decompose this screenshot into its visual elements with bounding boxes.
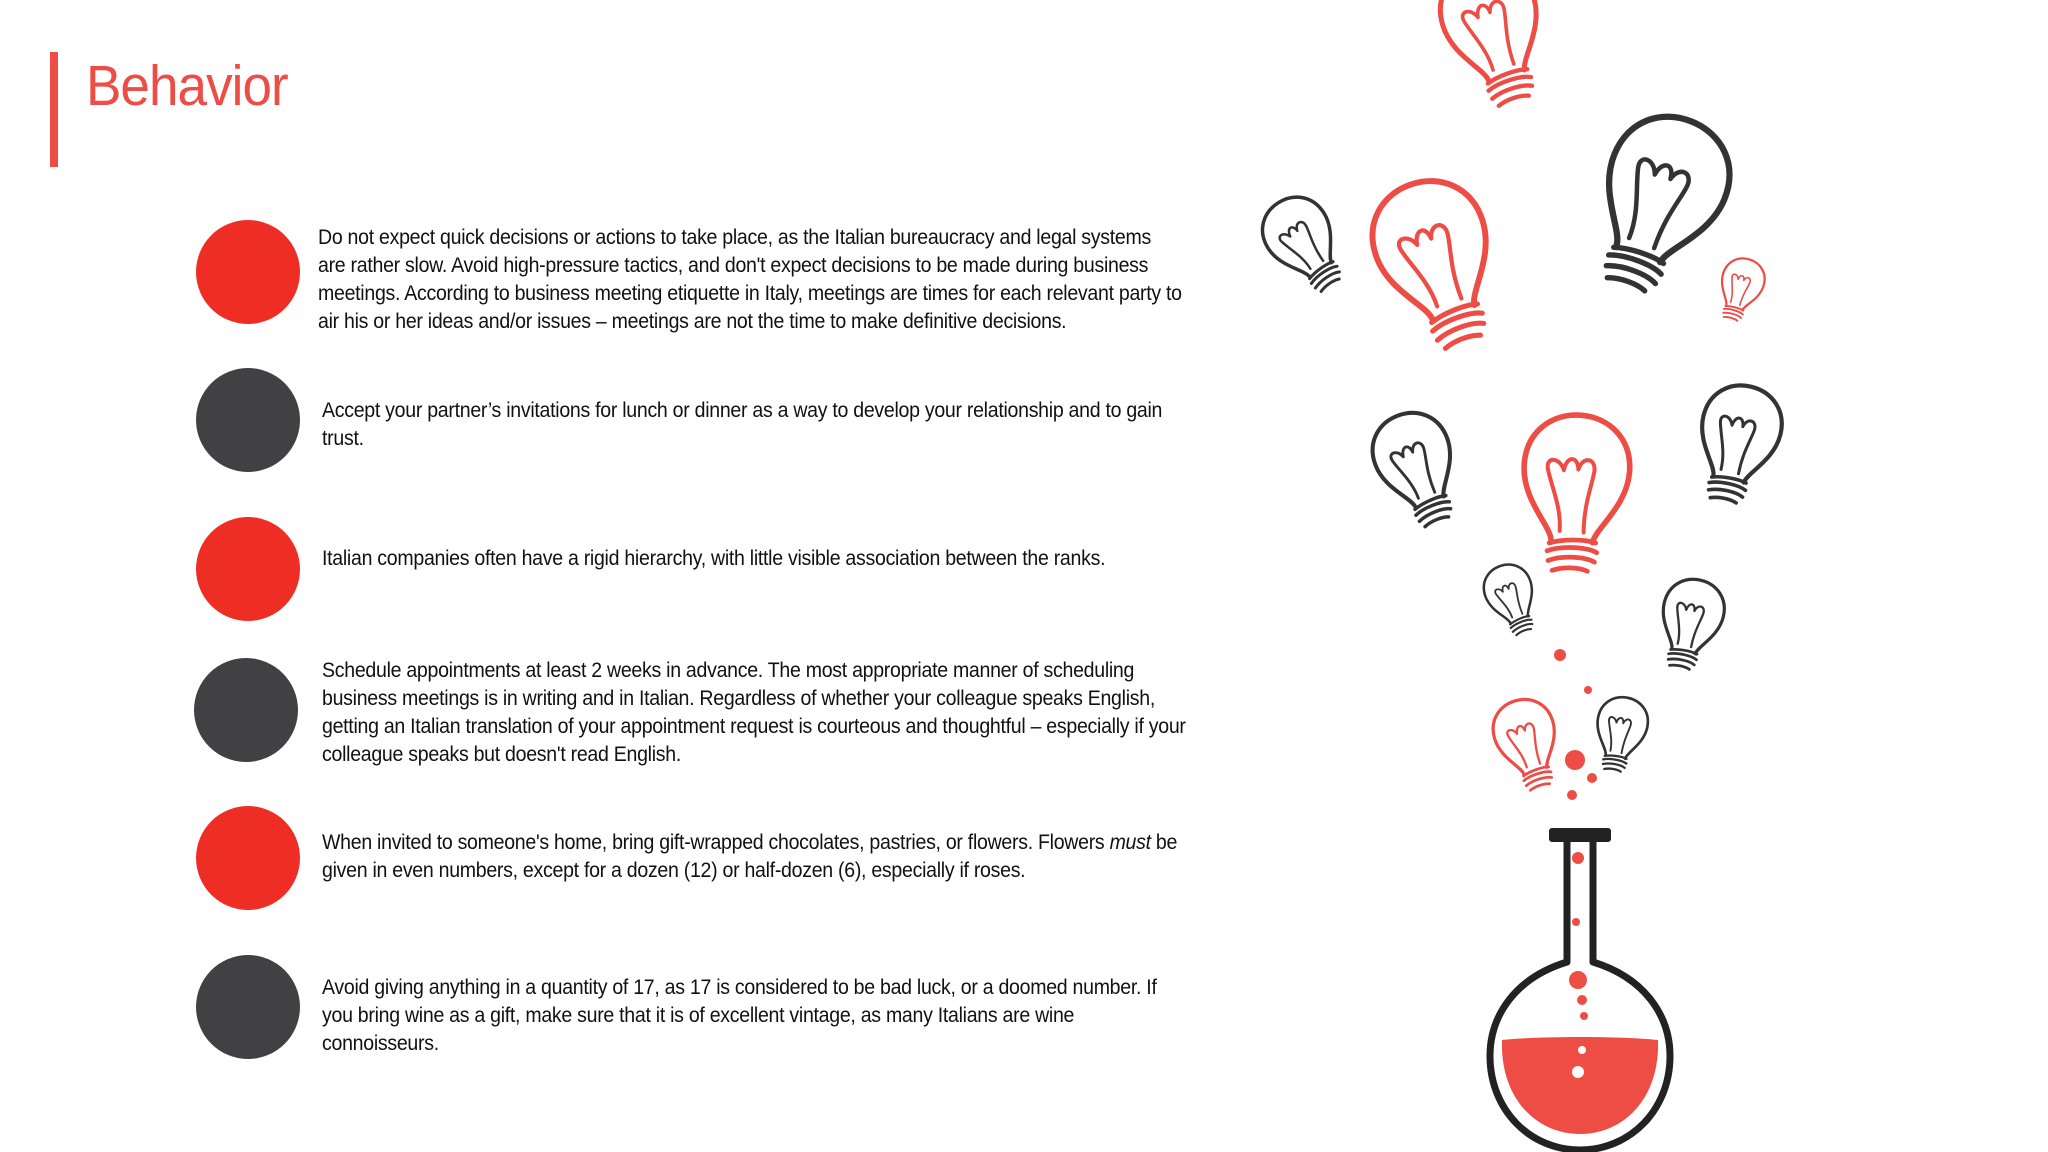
bullet-circle-4 (194, 658, 298, 762)
title-accent-bar (50, 52, 58, 167)
item-text-2: Accept your partner’s invitations for lunch or dinner as a way to develop your relationship and to gain trust. (322, 399, 1163, 450)
bullet-circle-6 (196, 955, 300, 1059)
item-text-3: Italian companies often have a rigid hierarchy, with little visible association between the ranks. (322, 547, 1106, 570)
bullet-circle-5 (196, 806, 300, 910)
bullet-circle-1 (196, 220, 300, 324)
item-text-1: Do not expect quick decisions or actions to take place, as the Italian bureaucracy and legal systems are rather slow. Avoid high-pressure tactics, and don't expect decisions to be made during business meetings. According to business meeting etiquette in Italy, meetings are times for each relevant party to air his or her ideas and/or issues – meetings are not the time to make definitive decisions. (318, 226, 1182, 333)
item-text-5: When invited to someone's home, bring gift-wrapped chocolates, pastries, or flowers. Flowers must be given in even numbers, except for a dozen (12) or half-dozen (6), especially if roses. (322, 831, 1178, 882)
slide-title: Behavior (86, 54, 288, 118)
item-text-4: Schedule appointments at least 2 weeks in advance. The most appropriate manner of scheduling business meetings is in writing and in Italian. Regardless of whether your colleague speaks English, getting an Italian translation of your appointment request is courteous and thoughtful – especially if your colleague speaks but doesn't read English. (322, 659, 1186, 766)
item-text-6: Avoid giving anything in a quantity of 17, as 17 is considered to be bad luck, or a doomed number. If you bring wine as a gift, make sure that it is of excellent vintage, as many Italians are wine connoisseurs. (322, 976, 1157, 1055)
bullet-circle-3 (196, 517, 300, 621)
lightbulbs-from-flask-illustration (1240, 0, 1820, 1152)
emphasis-must: must (1109, 831, 1151, 854)
bullet-circle-2 (196, 368, 300, 472)
